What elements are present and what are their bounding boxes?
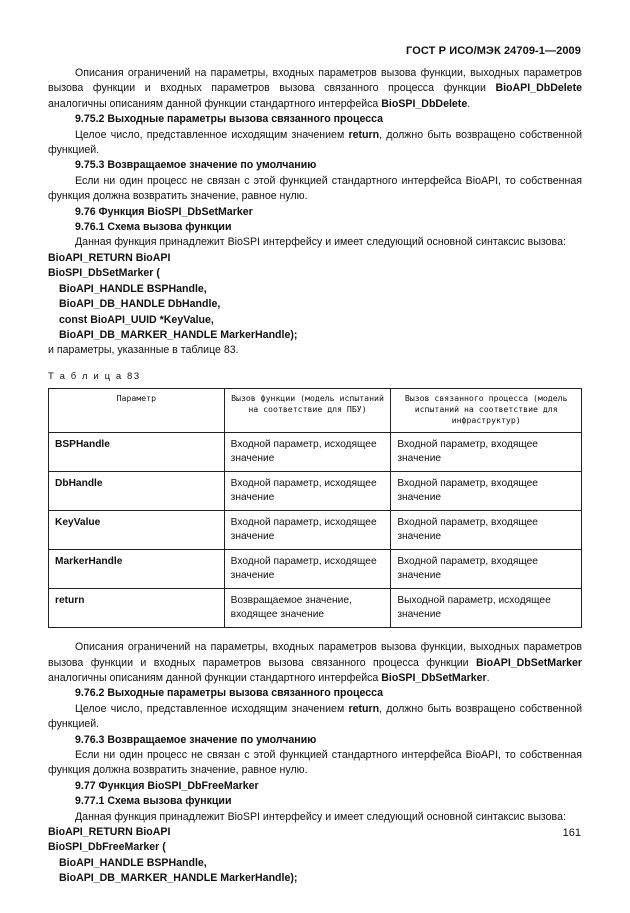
code-line: BioAPI_HANDLE BSPHandle, bbox=[59, 856, 207, 869]
function-call-cell: Входной параметр, исходящее значение bbox=[224, 472, 391, 511]
code-line: BioAPI_HANDLE BSPHandle, bbox=[59, 282, 207, 295]
section-heading-9-75-2: 9.75.2 Выходные параметры вызова связанного процесса bbox=[75, 113, 384, 126]
table-row bbox=[49, 433, 582, 472]
section-heading-9-76-3: 9.76.3 Возвращаемое значение по умолчанию bbox=[75, 733, 317, 746]
linked-process-cell: Входной параметр, входящее значение bbox=[391, 511, 582, 550]
section-text-9-76-3: Если ни один процесс не связан с этой функцией стандартного интерфейса BioAPI, то собственная функция должна возвратить значение, равное нулю. bbox=[48, 748, 582, 777]
standard-header: ГОСТ Р ИСО/МЭК 24709-1—2009 bbox=[406, 45, 581, 57]
code-line: BioSPI_DbFreeMarker ( bbox=[48, 841, 166, 854]
table-row bbox=[49, 589, 582, 628]
section-heading-9-75-3: 9.75.3 Возвращаемое значение по умолчанию bbox=[75, 159, 317, 172]
table-caption: Т а б л и ц а 83 bbox=[48, 370, 141, 382]
parameter-name: KeyValue bbox=[49, 511, 225, 550]
code-line: BioSPI_DbSetMarker ( bbox=[48, 267, 160, 280]
parameter-name: BSPHandle bbox=[49, 433, 225, 472]
column-header-linked-process: Вызов связанного процесса (модель испытаний на соответствие для инфраструктур) bbox=[391, 389, 582, 433]
linked-process-cell: Выходной параметр, исходящее значение bbox=[391, 589, 582, 628]
section-text-9-75-3: Если ни один процесс не связан с этой функцией стандартного интерфейса BioAPI, то собственная функция должна возвратить значение, равное нулю. bbox=[48, 174, 582, 203]
section-text-9-77-1: Данная функция принадлежит BioSPI интерфейсу и имеет следующий основной синтаксис вызова: bbox=[75, 810, 566, 823]
parameters-table bbox=[48, 388, 582, 628]
table-row bbox=[49, 472, 582, 511]
table-header-row bbox=[49, 389, 582, 433]
table-reference-text: и параметры, указанные в таблице 83. bbox=[48, 344, 239, 357]
table-row bbox=[49, 550, 582, 589]
linked-process-cell: Входной параметр, входящее значение bbox=[391, 433, 582, 472]
code-line: BioAPI_RETURN BioAPI bbox=[48, 826, 171, 838]
linked-process-cell: Входной параметр, входящее значение bbox=[391, 472, 582, 511]
column-header-function-call: Вызов функции (модель испытаний на соответствие для ПБУ) bbox=[224, 389, 391, 433]
section-text-9-75-2: Целое число, представленное исходящим значением return, должно быть возвращено собственной функцией. bbox=[48, 128, 582, 157]
parameter-name: DbHandle bbox=[49, 472, 225, 511]
function-call-cell: Входной параметр, исходящее значение bbox=[224, 550, 391, 589]
function-call-cell: Возвращаемое значение, входящее значение bbox=[224, 589, 391, 628]
section-heading-9-76-1: 9.76.1 Схема вызова функции bbox=[75, 221, 232, 234]
intro-paragraph: Описания ограничений на параметры, входных параметров вызова функции, выходных параметров вызова функции и входных параметров вызова связанного процесса функции BioAPI_DbDelete аналогичны описаниям данной функции стандартного интерфейса BioSPI_DbDelete. bbox=[48, 67, 582, 110]
section-heading-9-77: 9.77 Функция BioSPI_DbFreeMarker bbox=[75, 779, 259, 792]
linked-process-cell: Входной параметр, входящее значение bbox=[391, 550, 582, 589]
parameter-name: return bbox=[49, 589, 225, 628]
post-table-paragraph: Описания ограничений на параметры, входных параметров вызова функции, выходных параметров вызова функции и входных параметров вызова связанного процесса функции BioAPI_DbSetMarker аналогичны описаниям данной функции стандартного интерфейса BioSPI_DbSetMarker. bbox=[48, 641, 582, 684]
function-call-cell: Входной параметр, исходящее значение bbox=[224, 433, 391, 472]
section-heading-9-77-1: 9.77.1 Схема вызова функции bbox=[75, 795, 232, 808]
code-line: BioAPI_DB_MARKER_HANDLE MarkerHandle); bbox=[59, 872, 298, 885]
code-line: BioAPI_DB_MARKER_HANDLE MarkerHandle); bbox=[59, 328, 298, 341]
section-heading-9-76-2: 9.76.2 Выходные параметры вызова связанного процесса bbox=[75, 687, 384, 700]
page-number: 161 bbox=[562, 827, 581, 839]
table-row bbox=[49, 511, 582, 550]
code-line: BioAPI_DB_HANDLE DbHandle, bbox=[59, 298, 221, 311]
section-heading-9-76: 9.76 Функция BioSPI_DbSetMarker bbox=[75, 205, 253, 218]
code-line: BioAPI_RETURN BioAPI bbox=[48, 251, 171, 264]
code-line: const BioAPI_UUID *KeyValue, bbox=[59, 313, 214, 326]
section-text-9-76-2: Целое число, представленное исходящим значением return, должно быть возвращено собственной функцией. bbox=[48, 702, 582, 731]
page-body bbox=[48, 66, 582, 887]
section-text-9-76-1: Данная функция принадлежит BioSPI интерфейсу и имеет следующий основной синтаксис вызова: bbox=[75, 236, 566, 249]
function-call-cell: Входной параметр, исходящее значение bbox=[224, 511, 391, 550]
parameter-name: MarkerHandle bbox=[49, 550, 225, 589]
column-header-parameter: Параметр bbox=[49, 389, 225, 433]
